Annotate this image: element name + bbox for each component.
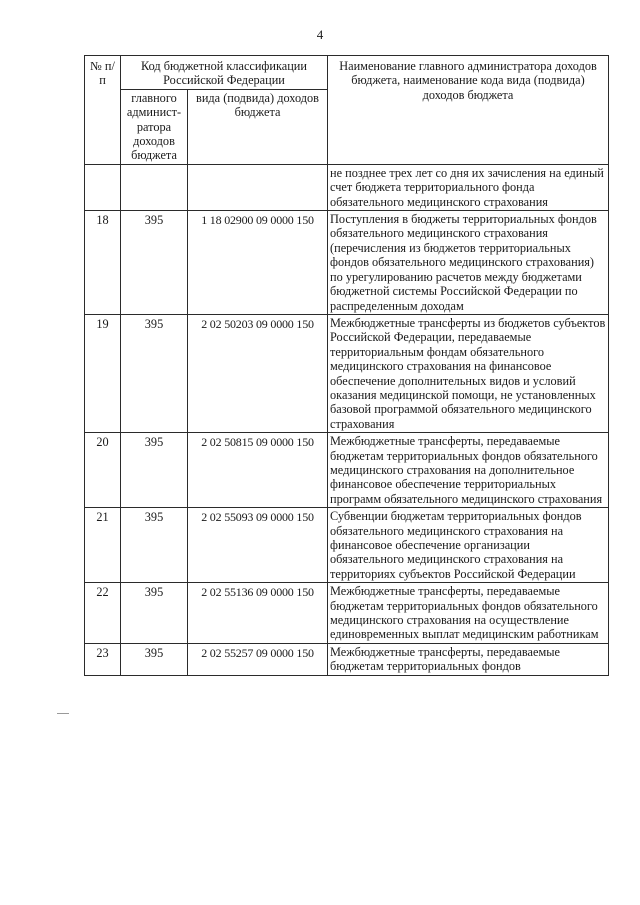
cell-code: 1 18 02900 09 0000 150: [188, 211, 328, 315]
cell-number: 18: [85, 211, 121, 315]
cell-name: Межбюджетные трансферты из бюджетов субъектов Российской Федерации, передаваемые территориальным фондам обязательного медицинского страхования на финансовое обеспечение дополнительных видов и условий оказания медицинской помощи, не установленных базовой программой обязательного медицинского страхования: [328, 314, 609, 432]
cell-name: не позднее трех лет со дня их зачисления на единый счет бюджета территориального фонда обязательного медицинского страхования: [328, 164, 609, 210]
cell-name: Поступления в бюджеты территориальных фондов обязательного медицинского страхования (перечисления из бюджетов территориальных фондов обязательного медицинского страхования) по урегулированию расчетов между бюджетами бюджетной системы Российской Федерации по распределенным доходам: [328, 211, 609, 315]
table-row: [85, 583, 609, 644]
cell-admin: 395: [121, 643, 188, 675]
cell-code: 2 02 55136 09 0000 150: [188, 583, 328, 644]
header-name: Наименование главного администратора доходов бюджета, наименование кода вида (подвида) доходов бюджета: [328, 56, 609, 165]
cell-admin: 395: [121, 508, 188, 583]
cell-code: 2 02 55093 09 0000 150: [188, 508, 328, 583]
cell-code: 2 02 50203 09 0000 150: [188, 314, 328, 432]
header-code-group: Код бюджетной классификации Российской Федерации: [121, 56, 328, 90]
cell-admin: 395: [121, 314, 188, 432]
table-row-continuation: [85, 164, 609, 210]
cell-code: 2 02 55257 09 0000 150: [188, 643, 328, 675]
cell-number: [85, 164, 121, 210]
cell-number: 19: [85, 314, 121, 432]
cell-code: [188, 164, 328, 210]
cell-number: 20: [85, 433, 121, 508]
cell-number: 22: [85, 583, 121, 644]
header-kind-code: вида (подвида) доходов бюджета: [188, 89, 328, 164]
header-admin-code: главного админист-ратора доходов бюджета: [121, 89, 188, 164]
cell-admin: 395: [121, 433, 188, 508]
cell-admin: 395: [121, 211, 188, 315]
cell-name: Межбюджетные трансферты, передаваемые бюджетам территориальных фондов: [328, 643, 609, 675]
cell-number: 23: [85, 643, 121, 675]
table-row: [85, 433, 609, 508]
cell-code: 2 02 50815 09 0000 150: [188, 433, 328, 508]
cell-number: 21: [85, 508, 121, 583]
header-number: № п/п: [85, 56, 121, 165]
cell-name: Межбюджетные трансферты, передаваемые бюджетам территориальных фондов обязательного медицинского страхования на осуществление единовременных выплат медицинским работникам: [328, 583, 609, 644]
table-row: [85, 314, 609, 432]
page-number: 4: [316, 27, 324, 42]
cell-admin: 395: [121, 583, 188, 644]
table-row: [85, 643, 609, 675]
scan-mark: [57, 713, 69, 714]
cell-name: Межбюджетные трансферты, передаваемые бюджетам территориальных фондов обязательного медицинского страхования на дополнительное финансовое обеспечение территориальных программ обязательного медицинского страхования: [328, 433, 609, 508]
table-row: [85, 211, 609, 315]
cell-admin: [121, 164, 188, 210]
table-row: [85, 508, 609, 583]
cell-name: Субвенции бюджетам территориальных фондов обязательного медицинского страхования на финансовое обеспечение организации обязательного медицинского страхования на территориях субъектов Российской Федерации: [328, 508, 609, 583]
budget-classification-table: [84, 55, 609, 676]
